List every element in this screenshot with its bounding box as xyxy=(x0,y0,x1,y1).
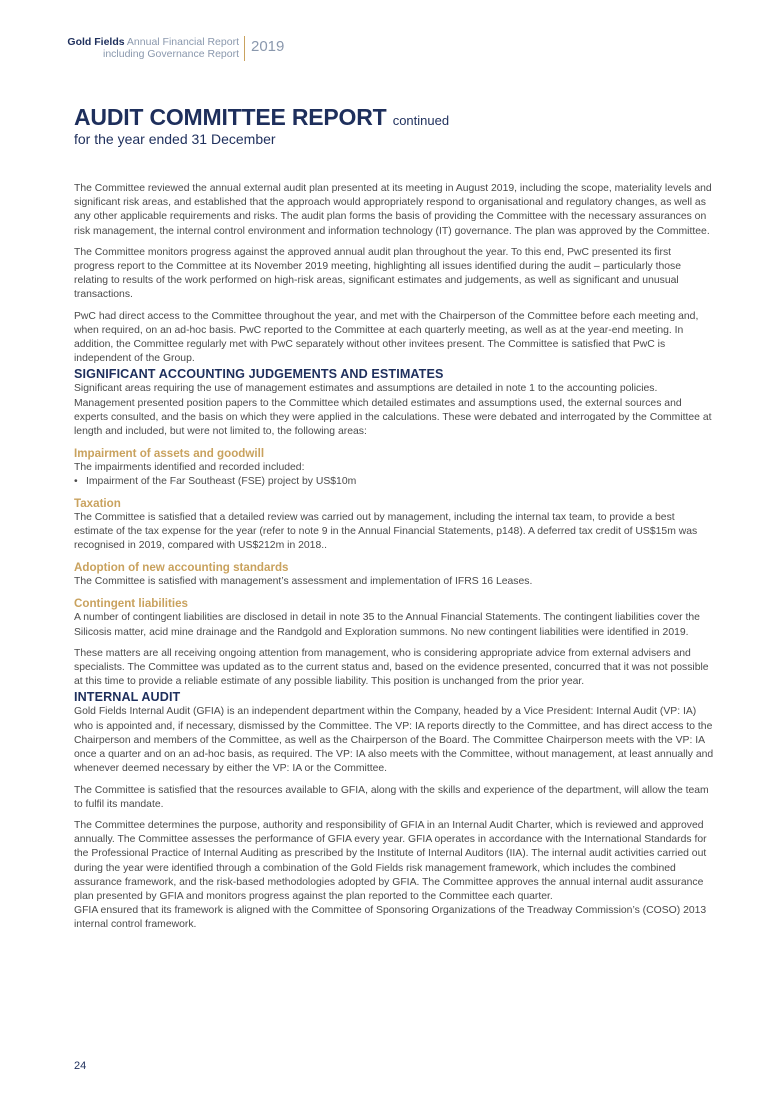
report-body xyxy=(74,182,714,940)
standards-text: The Committee is satisfied with management’s assessment and implementation of IFRS 16 Leases. xyxy=(74,576,533,588)
intro-paragraph-2: The Committee monitors progress against the approved annual audit plan throughout the year. To this end, PwC presented its first progress report to the Committee at its November 2019 meeting, highlighting all issues identified during the audit – particularly those relating to results of the work performed on high-risk areas, significant estimates and judgements, as well as significant and unusual transactions. xyxy=(74,246,682,301)
list-item: • Impairment of the Far Southeast (FSE) project by US$10m xyxy=(74,475,714,489)
taxation-text: The Committee is satisfied that a detailed review was carried out by management, including the internal tax team, to provide a best estimate of the tax expense for the year (refer to note 9 in the Annual Financial Statements, p148). A deferred tax credit of US$15m was recognised in 2019, compared with US$212m in 2018.. xyxy=(74,511,698,552)
subheading-standards: Adoption of new accounting standards xyxy=(74,561,289,575)
impairment-text: The impairments identified and recorded included: xyxy=(74,462,305,474)
report-header xyxy=(0,36,239,60)
section-heading-internal-audit: INTERNAL AUDIT xyxy=(74,690,181,705)
subheading-contingent: Contingent liabilities xyxy=(74,597,189,611)
brand-name: Gold Fields xyxy=(67,36,125,48)
impairment-list xyxy=(74,475,714,489)
page-subtitle: for the year ended 31 December xyxy=(74,131,276,147)
page-number: 24 xyxy=(74,1060,87,1072)
header-title-line1: Annual Financial Report xyxy=(126,36,239,48)
intro-paragraph-3: PwC had direct access to the Committee throughout the year, and met with the Chairperson of the Committee before each meeting and, when required, on an ad-hoc basis. PwC reported to the Committee at each quarterly meeting, as well as at the year-end meeting. In addition, the Committee regularly met with PwC separately without other invitees present. The Committee is satisfied that PwC is independent of the Group. xyxy=(74,310,699,365)
page-title-suffix: continued xyxy=(392,113,450,128)
contingent-paragraph-1: A number of contingent liabilities are disclosed in detail in note 35 to the Annual Financial Statements. The contingent liabilities cover the Silicosis matter, acid mine drainage and the Randgold and Exploration summons. No new contingent liabilities were identified in 2019. xyxy=(74,612,700,638)
header-line-1 xyxy=(0,36,239,48)
internal-audit-paragraph-2: The Committee is satisfied that the resources available to GFIA, along with the skills and experience of the department, will allow the team to fulfil its mandate. xyxy=(74,784,709,810)
header-divider xyxy=(244,36,245,61)
internal-audit-paragraph-3: The Committee determines the purpose, authority and responsibility of GFIA in an Internal Audit Charter, which is reviewed and approved annually. The Committee assesses the performance of GFIA every year. GFIA operates in accordance with the International Standards for the Professional Practice of Internal Auditing as prescribed by the Institute of Internal Auditors (IIA). The internal audit activities carried out during the year were identified through a combination of the Gold Fields risk management framework, which includes the combined assurance framework, and the risk-based methodologies adopted by GFIA. The Committee approves the annual internal audit assurance plan presented by GFIA and monitors progress against the plan reported to the Committee each quarter. xyxy=(74,819,707,902)
page-title-text: AUDIT COMMITTEE REPORT xyxy=(74,104,387,130)
section-heading-judgements: SIGNIFICANT ACCOUNTING JUDGEMENTS AND ESTIMATES xyxy=(74,367,444,382)
judgements-intro: Significant areas requiring the use of management estimates and assumptions are detailed in note 1 to the accounting policies. Management presented position papers to the Committee which detailed estimates and assumptions used, the external sources and experts consulted, and the basis on which they were applied in the calculations. These were debated and interrogated by the Committee at length and included, but were not limited to, the following areas: xyxy=(74,383,712,438)
header-title-line2: including Governance Report xyxy=(103,48,239,60)
intro-paragraph-1: The Committee reviewed the annual external audit plan presented at its meeting in August 2019, including the scope, materiality levels and significant risk areas, and established that the approach would appropriately respond to organisational and regulatory changes, as well as any other applicable requirements and risks. The audit plan forms the basis of providing the Committee with the necessary assurances on risk management, the internal control environment and information technology (IT) governance. The plan was approved by the Committee. xyxy=(74,183,712,237)
contingent-paragraph-2: These matters are all receiving ongoing attention from management, who is considering appropriate advice from external advisers and specialists. The Committee was updated as to the current status and, based on the evidence presented, concurred that it was not possible at this time to provide a reliable estimate of any possible liability. This position is unchanged from the prior year. xyxy=(74,647,709,688)
internal-audit-paragraph-4: GFIA ensured that its framework is aligned with the Committee of Sponsoring Organizations of the Treadway Commission’s (COSO) 2013 internal control framework. xyxy=(74,905,707,931)
subheading-impairment: Impairment of assets and goodwill xyxy=(74,447,265,461)
header-year: 2019 xyxy=(251,38,285,55)
internal-audit-paragraph-1: Gold Fields Internal Audit (GFIA) is an independent department within the Company, headed by a Vice President: Internal Audit (VP: IA) who is appointed and, if necessary, dismissed by the Committee. The VP: IA reports directly to the Committee, and has direct access to the Chairperson and members of the Committee, as well as the Chairperson of the Board. The Committee Chairperson meets with the VP: IA once a quarter and on an ad-hoc basis, as required. The VP: IA also meets with the Committee, without management, at least annually and whenever deemed necessary by either the VP: IA or the Committee. xyxy=(74,706,714,775)
subheading-taxation: Taxation xyxy=(74,496,121,510)
page-title xyxy=(74,104,449,131)
